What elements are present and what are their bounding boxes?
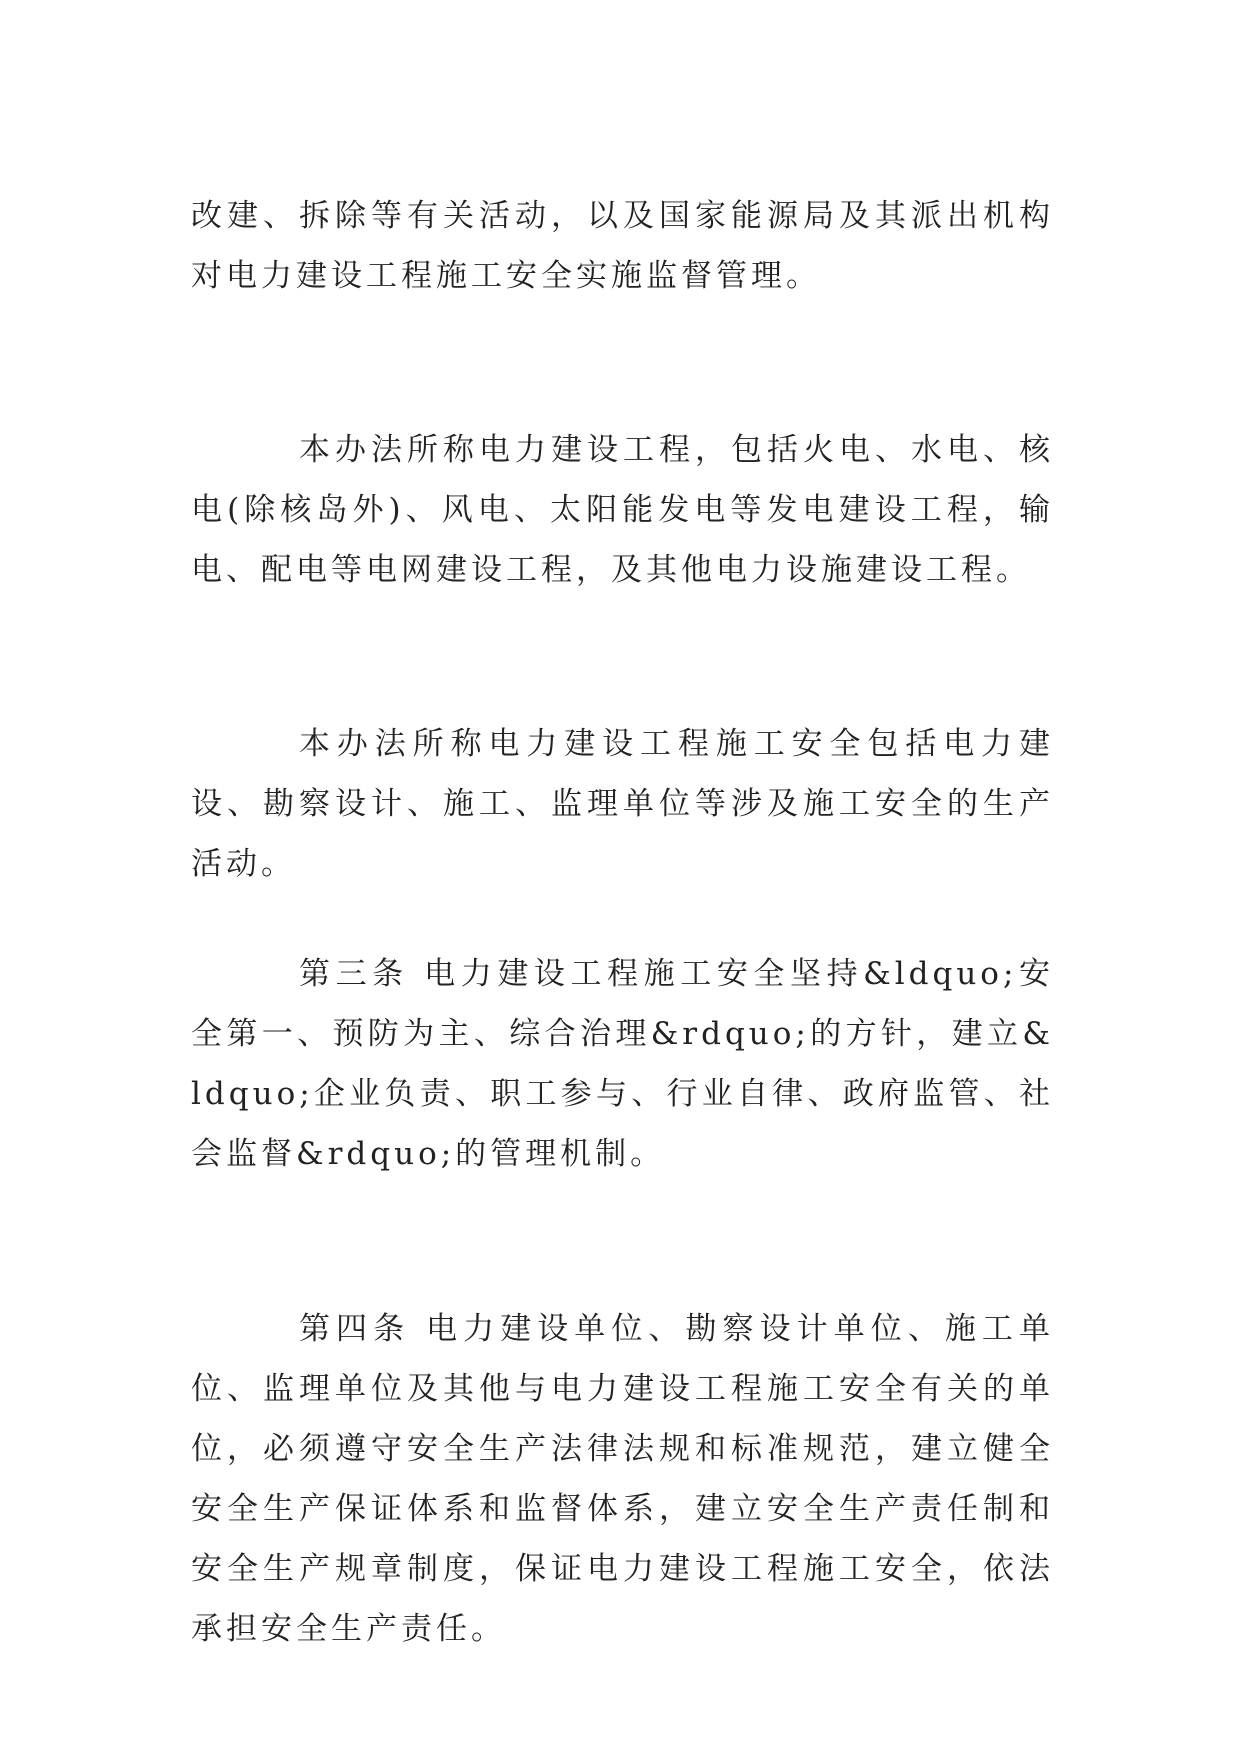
paragraph-continuation: 改建、拆除等有关活动，以及国家能源局及其派出机构对电力建设工程施工安全实施监督管理。 — [191, 198, 1054, 294]
paragraph-article-3: 第三条 电力建设工程施工安全坚持&ldquo;安全第一、预防为主、综合治理&rdquo;的方针，建立&ldquo;企业负责、职工参与、行业自律、政府监管、社会监督&rdquo;的管理机制。 — [191, 956, 1054, 1172]
paragraph-scope-definition: 本办法所称电力建设工程，包括火电、水电、核电(除核岛外)、风电、太阳能发电等发电建设工程，输电、配电等电网建设工程，及其他电力设施建设工程。 — [191, 432, 1054, 588]
paragraph-safety-definition: 本办法所称电力建设工程施工安全包括电力建设、勘察设计、施工、监理单位等涉及施工安全的生产活动。 — [191, 726, 1054, 882]
paragraph-article-4: 第四条 电力建设单位、勘察设计单位、施工单位、监理单位及其他与电力建设工程施工安全有关的单位，必须遵守安全生产法律法规和标准规范，建立健全安全生产保证体系和监督体系，建立安全生产责任制和安全生产规章制度，保证电力建设工程施工安全，依法承担安全生产责任。 — [191, 1311, 1054, 1647]
